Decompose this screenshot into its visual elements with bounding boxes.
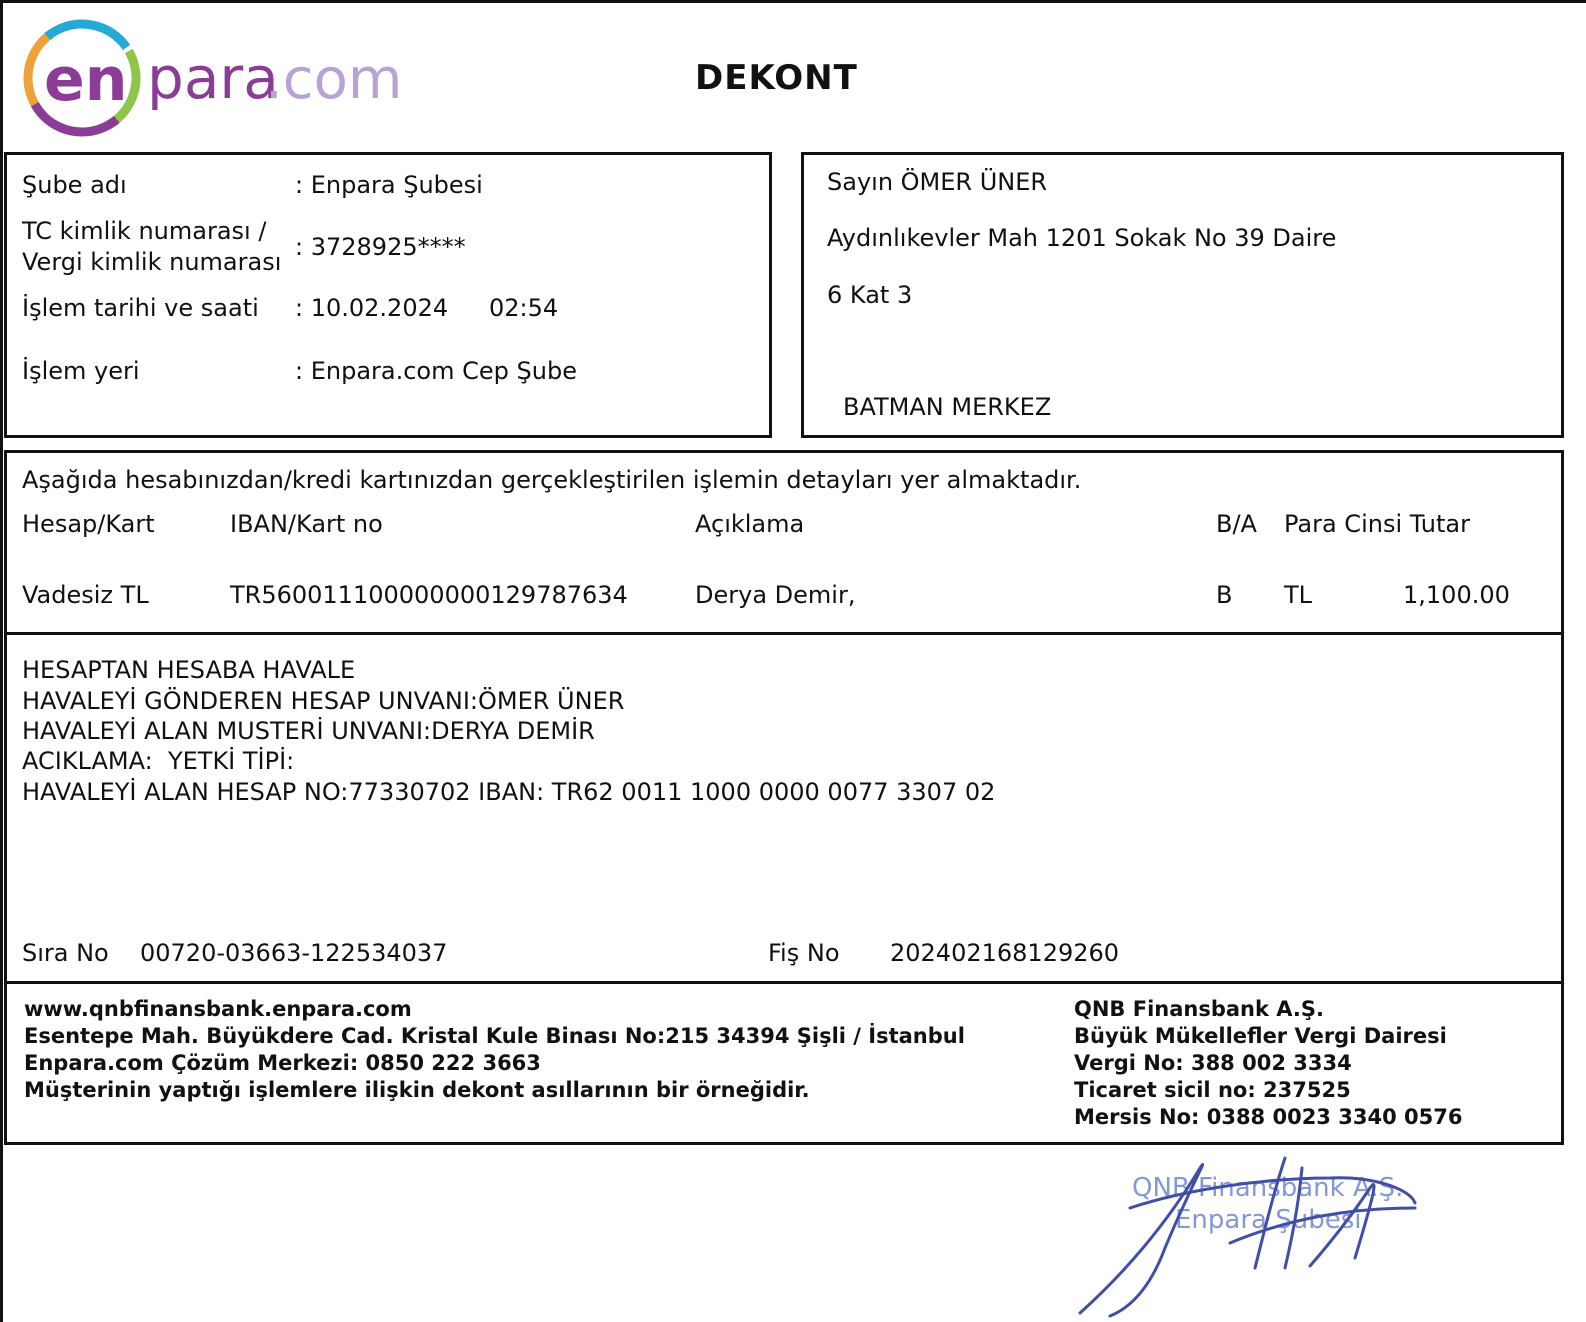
address-line2: 6 Kat 3 (827, 281, 913, 309)
logo-para-text: para (147, 44, 279, 112)
fis-value: 202402168129260 (890, 939, 1120, 967)
detail-line-1: HESAPTAN HESABA HAVALE (22, 656, 356, 684)
detail-line-2: HAVALEYİ GÖNDEREN HESAP UNVANI:ÖMER ÜNER (22, 687, 625, 715)
row-currency: TL (1284, 581, 1313, 609)
time-value: 02:54 (489, 294, 559, 322)
header-currency-amount: Para Cinsi Tutar (1284, 510, 1470, 538)
footer-call-center: Enpara.com Çözüm Merkezi: 0850 222 3663 (24, 1051, 541, 1075)
place-label: İşlem yeri (22, 357, 140, 385)
footer-tax-no: Vergi No: 388 002 3334 (1074, 1051, 1352, 1075)
sube-value: : Enpara Şubesi (295, 171, 483, 199)
sube-label: Şube adı (22, 171, 127, 199)
row-iban: TR560011100000000129787634 (230, 581, 628, 609)
page-top-border (0, 0, 1586, 3)
customer-city: BATMAN MERKEZ (843, 393, 1052, 421)
footer-mersis-no: Mersis No: 0388 0023 3340 0576 (1074, 1105, 1463, 1129)
footer-website: www.qnbfinansbank.enpara.com (24, 997, 412, 1021)
date-value: : 10.02.2024 (295, 294, 449, 322)
date-label: İşlem tarihi ve saati (22, 294, 259, 322)
header-description: Açıklama (695, 510, 805, 538)
row-account: Vadesiz TL (22, 581, 149, 609)
place-value: : Enpara.com Cep Şube (295, 357, 577, 385)
detail-line-5: HAVALEYİ ALAN HESAP NO:77330702 IBAN: TR62 0011 1000 0000 0077 3307 02 (22, 778, 996, 806)
sira-value: 00720-03663-122534037 (140, 939, 448, 967)
tc-label-line2: Vergi kimlik numarası (22, 248, 282, 276)
page-left-border (0, 0, 3, 1322)
customer-name: Sayın ÖMER ÜNER (827, 168, 1048, 196)
logo-com-text: .com (265, 47, 402, 112)
stamp-line2: Enpara Şubesi (1175, 1205, 1362, 1235)
address-line1: Aydınlıkevler Mah 1201 Sokak No 39 Daire (827, 224, 1337, 252)
footer-trade-registry: Ticaret sicil no: 237525 (1074, 1078, 1351, 1102)
sira-label: Sıra No (22, 939, 109, 967)
tc-label-line1: TC kimlik numarası / (22, 217, 267, 245)
detail-line-3: HAVALEYİ ALAN MUSTERİ UNVANI:DERYA DEMİR (22, 717, 595, 745)
transaction-divider (4, 632, 1564, 635)
footer-divider (4, 981, 1564, 984)
footer-address: Esentepe Mah. Büyükdere Cad. Kristal Kule Binası No:215 34394 Şişli / İstanbul (24, 1024, 965, 1048)
detail-line-4: ACIKLAMA: YETKİ TİPİ: (22, 747, 295, 775)
stamp-and-signature (1070, 1148, 1430, 1318)
footer-bank-name: QNB Finansbank A.Ş. (1074, 997, 1325, 1021)
header-iban: IBAN/Kart no (230, 510, 383, 538)
enpara-logo (22, 18, 402, 143)
tc-value: : 3728925**** (295, 233, 466, 261)
footer-note: Müşterinin yaptığı işlemlere ilişkin dekont asıllarının bir örneğidir. (24, 1078, 810, 1102)
logo-en-text: en (44, 45, 128, 115)
stamp-line1: QNB Finansbank A.Ş. (1132, 1173, 1404, 1203)
header-ba: B/A (1216, 510, 1257, 538)
document-title: DEKONT (695, 58, 858, 98)
fis-label: Fiş No (768, 939, 840, 967)
footer-tax-office: Büyük Mükellefler Vergi Dairesi (1074, 1024, 1447, 1048)
row-description: Derya Demir, (695, 581, 856, 609)
row-amount: 1,100.00 (1403, 581, 1510, 609)
row-ba: B (1216, 581, 1233, 609)
header-account: Hesap/Kart (22, 510, 155, 538)
transaction-intro: Aşağıda hesabınızdan/kredi kartınızdan gerçekleştirilen işlemin detayları yer almaktadır. (22, 466, 1082, 494)
